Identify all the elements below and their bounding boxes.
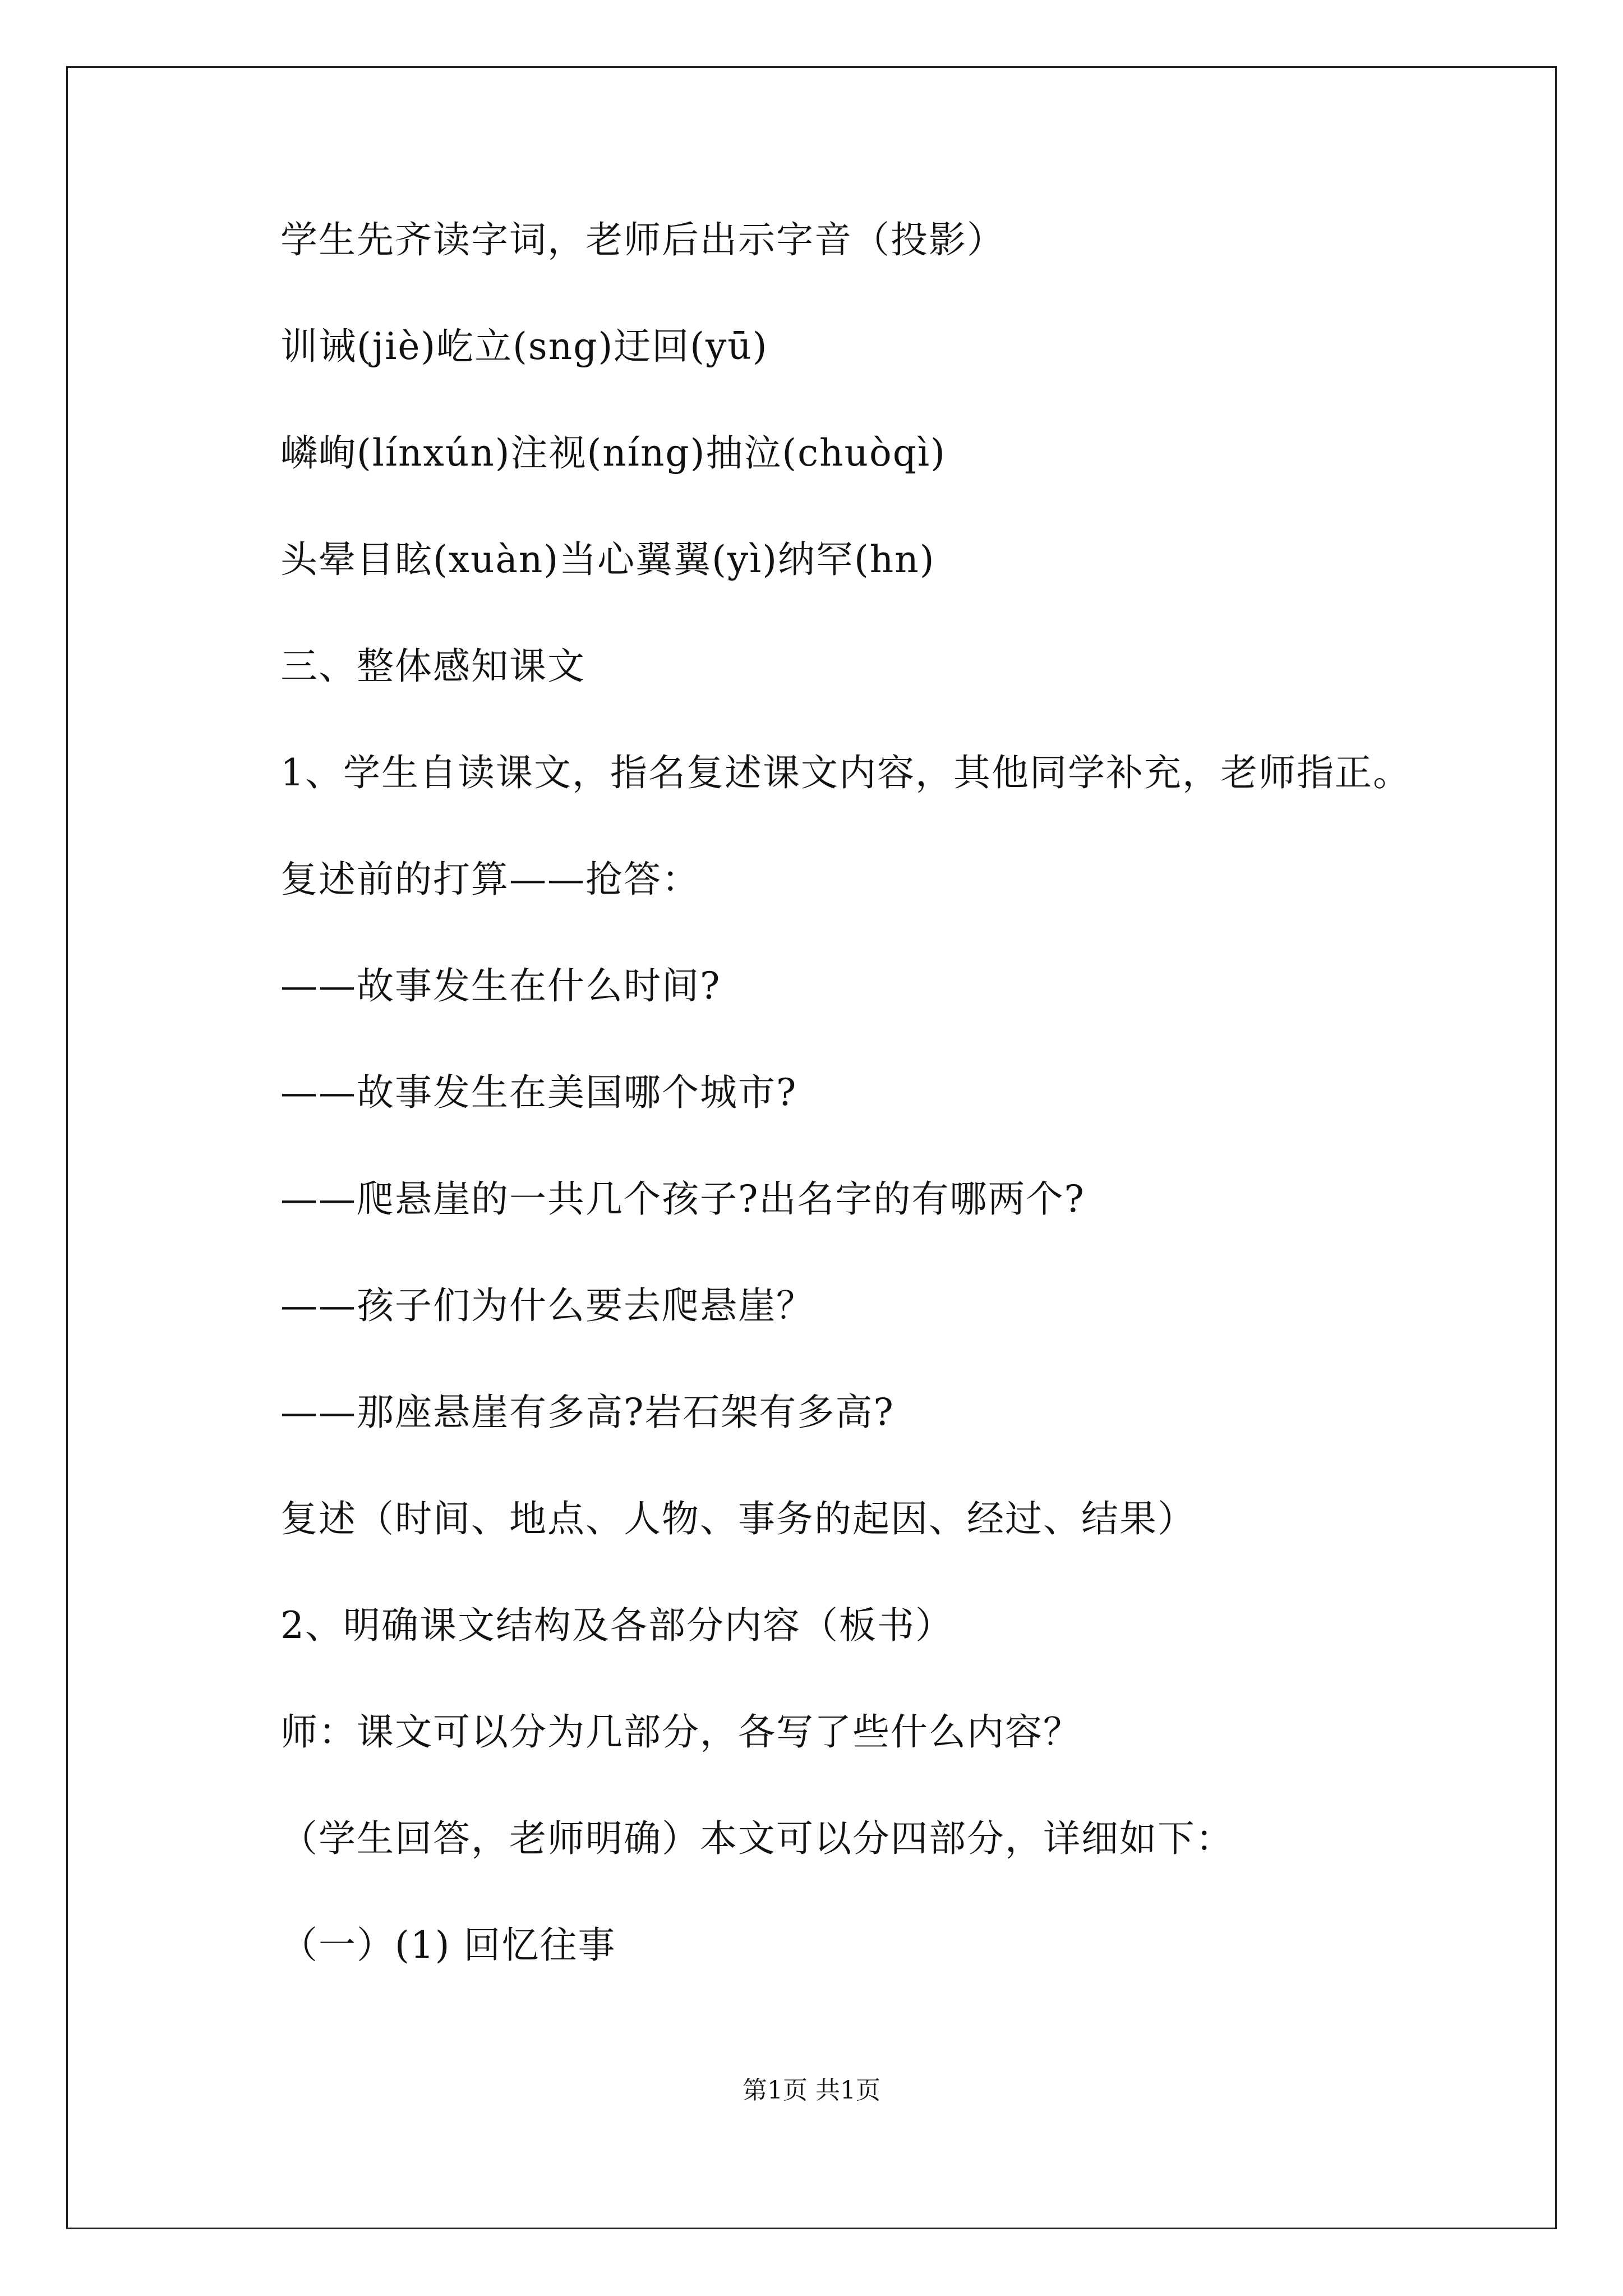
text-line: 2、明确课文结构及各部分内容（板书） [280,1604,953,1647]
section-heading: 三、整体感知课文 [280,645,585,688]
text-line: 学生先齐读字词，老师后出示字音（投影） [280,218,1005,261]
text-line: （学生回答，老师明确）本文可以分四部分，详细如下： [280,1817,1234,1860]
text-line: 头晕目眩(xuàn)当心翼翼(yì)纳罕(hn) [280,538,935,581]
page-footer: 第1页 共1页 [743,2076,880,2105]
text-line: 嶙峋(línxún)注视(níng)抽泣(chuòqì) [280,431,946,475]
text-line: 师：课文可以分为几部分，各写了些什么内容？ [280,1710,1081,1754]
text-line: ——孩子们为什么要去爬悬崖？ [280,1284,814,1327]
text-line: ——故事发生在美国哪个城市? [280,1071,797,1114]
text-line: ——故事发生在什么时间? [280,964,721,1007]
text-line: ——爬悬崖的一共几个孩子?出名字的有哪两个? [280,1177,1085,1221]
text-line: 训诫(jiè)屹立(sng)迂回(yū) [280,325,768,368]
text-line: （一）(1) 回忆往事 [280,1924,616,1967]
text-line: 复述前的打算——抢答： [280,858,700,901]
text-line: 1、学生自读课文，指名复述课文内容，其他同学补充，老师指正。 [280,751,1411,794]
text-line: ——那座悬崖有多高?岩石架有多高? [280,1391,895,1434]
text-line: 复述（时间、地点、人物、事务的起因、经过、结果） [280,1497,1196,1540]
document-body [280,218,1514,2033]
